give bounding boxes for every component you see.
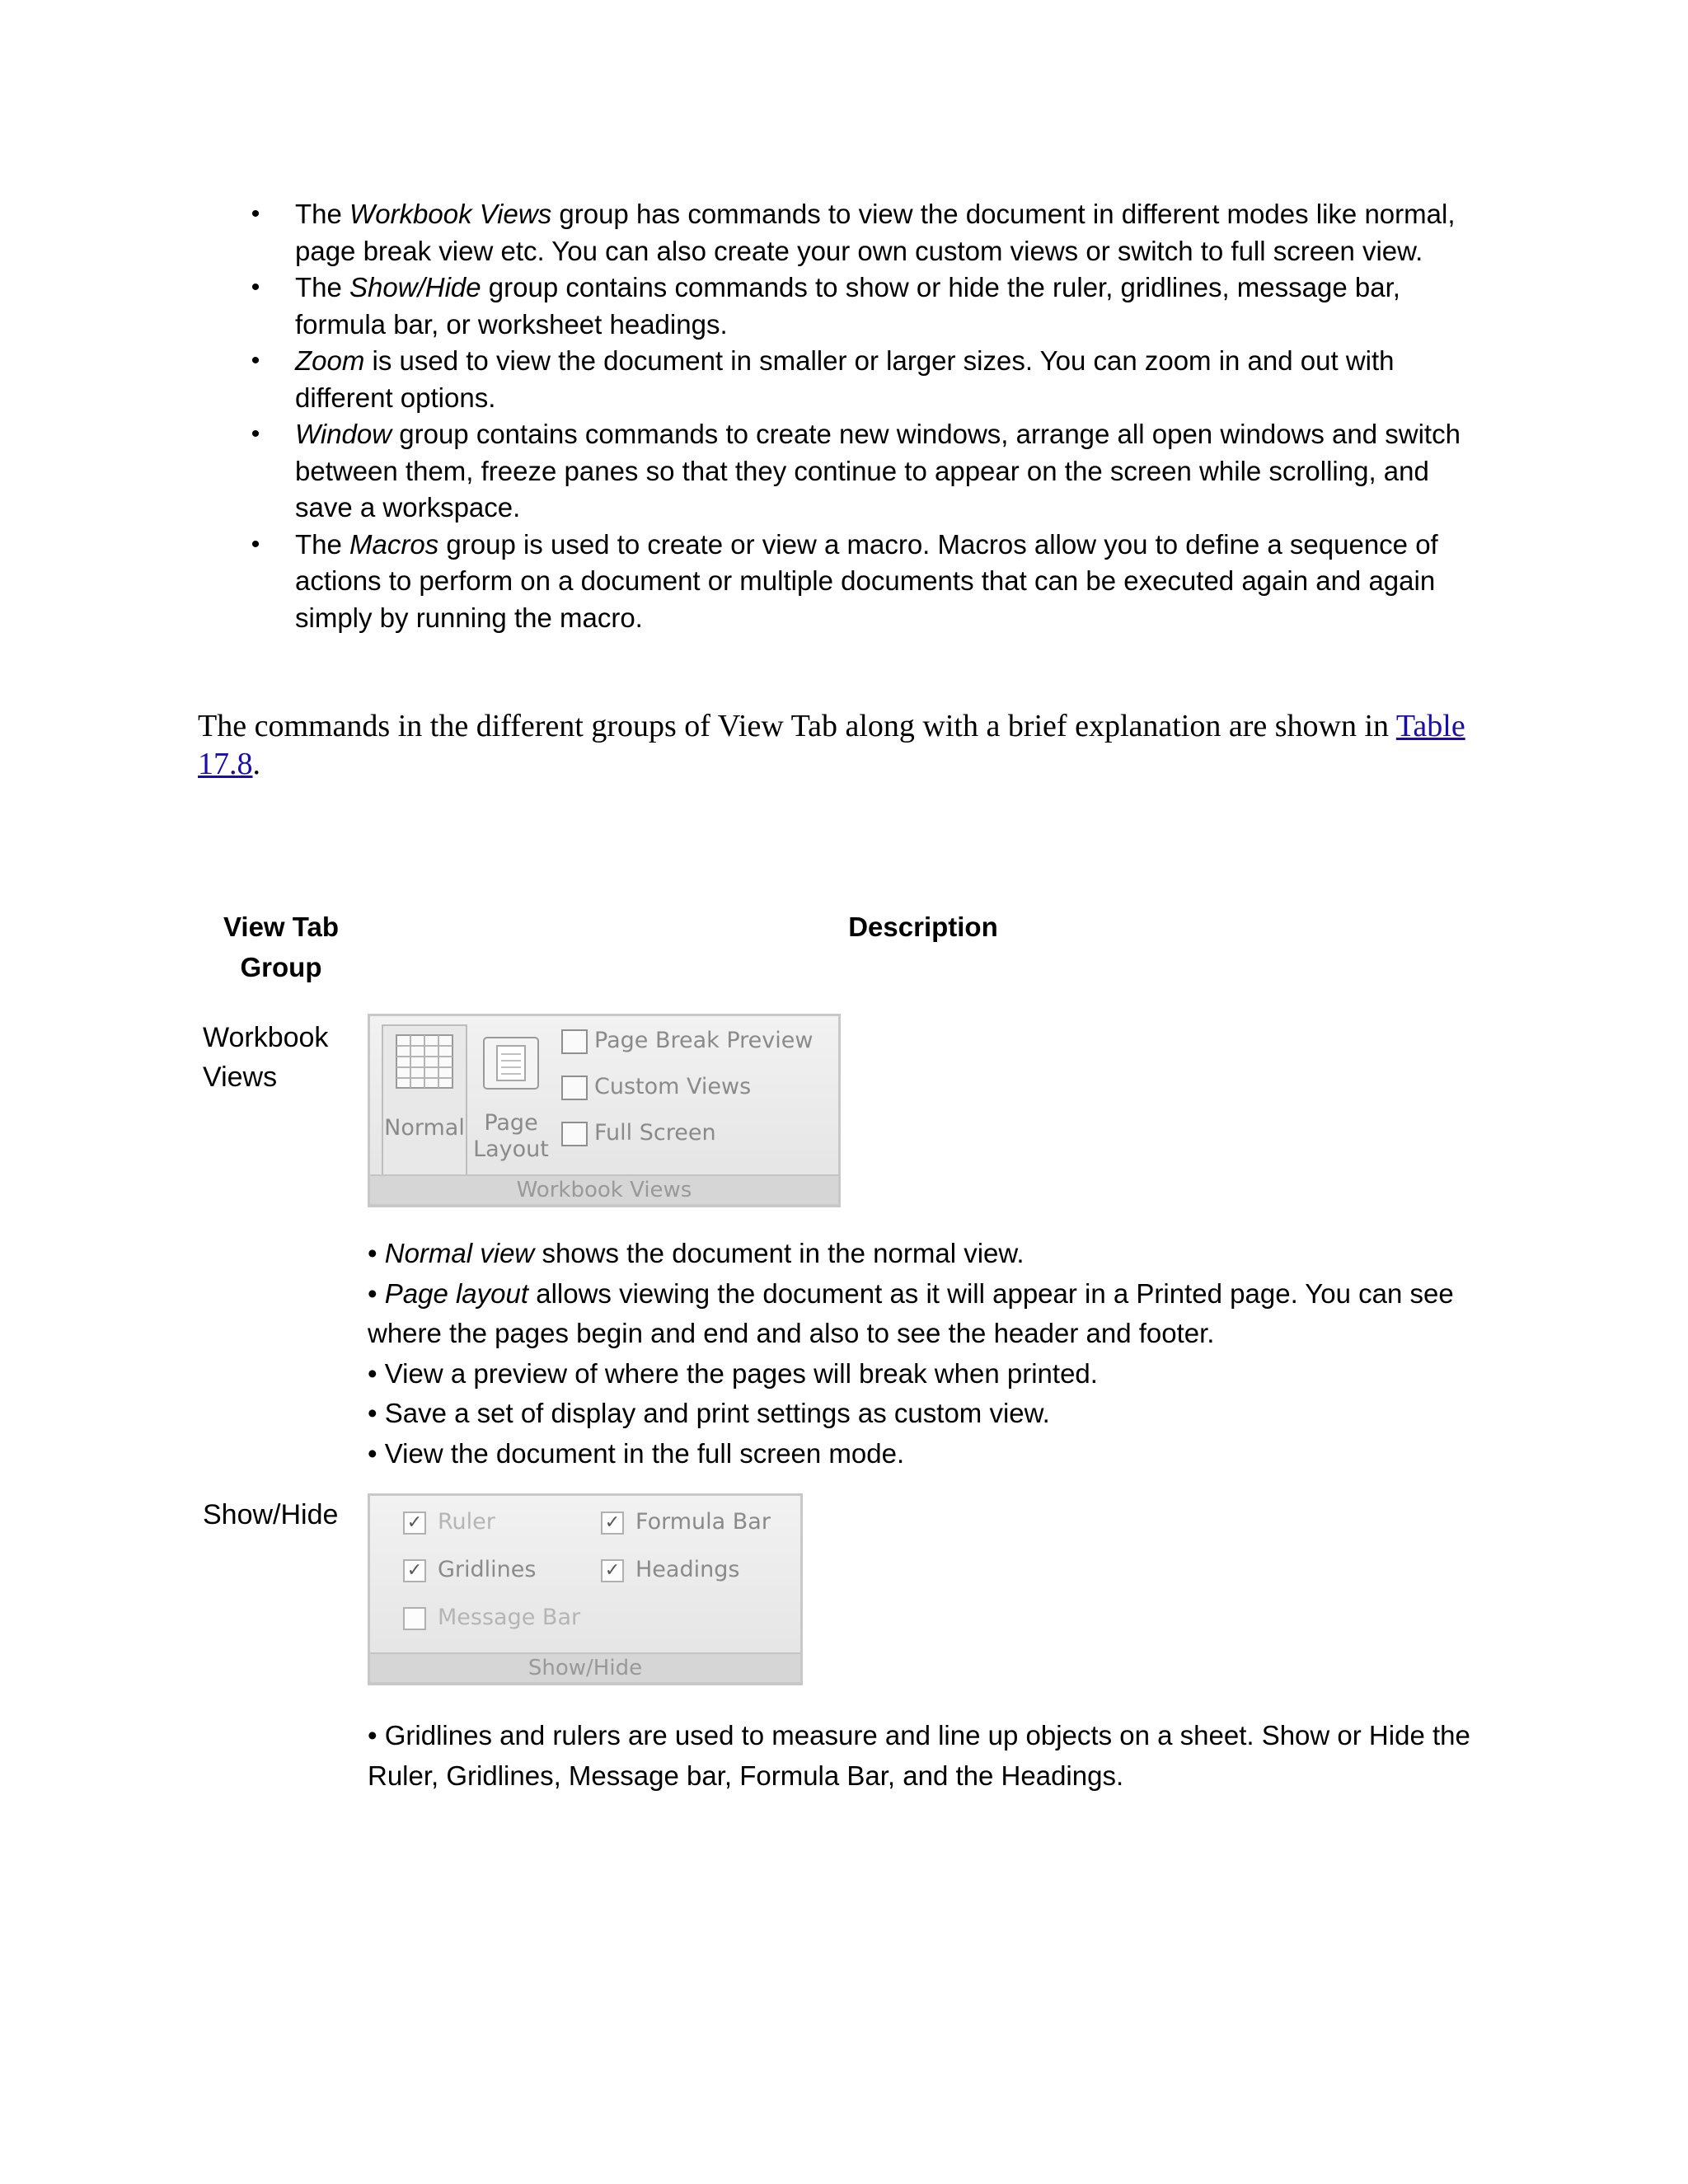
- page-break-preview-icon: [561, 1029, 588, 1054]
- row-group-show-hide: Show/Hide: [203, 1499, 339, 1530]
- bullet-icon: •: [251, 274, 260, 301]
- description-line: • Gridlines and rulers are used to measure and line up objects on a sheet. Show or Hide the Ruler, Gridlines, Message bar, Formula Bar, and the Headings.: [368, 1720, 1470, 1791]
- list-item: • The Macros group is used to create or view a macro. Macros allow you to define a sequence of actions to perform on a document or multiple documents that can be executed again and again simply by running the macro.: [247, 527, 1484, 637]
- bullet-icon: •: [251, 347, 260, 374]
- normal-view-icon: [396, 1034, 453, 1089]
- description-line: • View the document in the full screen mode.: [368, 1437, 905, 1469]
- message-bar-checkbox: [403, 1607, 426, 1630]
- page-layout-label: Page Layout: [473, 1110, 549, 1162]
- page-layout-button: [474, 1024, 548, 1173]
- custom-views-icon: [561, 1076, 588, 1100]
- table-link[interactable]: Table 17.8: [198, 709, 1465, 781]
- description-line: • Save a set of display and print settings as custom view.: [368, 1398, 1050, 1428]
- row-group-workbook-views: Workbook Views: [203, 1022, 329, 1093]
- description-line: • View a preview of where the pages will break when printed.: [368, 1357, 1098, 1389]
- formula-bar-checkbox-item: ✓ Formula Bar: [601, 1509, 771, 1535]
- page-break-preview-item: Page Break Preview: [561, 1028, 813, 1054]
- ribbon-group-footer: Show/Hide: [370, 1652, 800, 1682]
- show-hide-description: [368, 1716, 1505, 1796]
- full-screen-icon: [561, 1122, 588, 1146]
- list-item: • The Show/Hide group contains commands to show or hide the ruler, gridlines, message bar, formula bar, or worksheet headings.: [247, 269, 1484, 343]
- workbook-views-ribbon-image: [368, 1014, 841, 1207]
- custom-views-item: Custom Views: [561, 1074, 751, 1100]
- ruler-checkbox-item: ✓ Ruler: [403, 1509, 495, 1535]
- full-screen-item: Full Screen: [561, 1120, 716, 1146]
- list-item: • The Workbook Views group has commands to view the document in different modes like normal, page break view etc. You can also create your own custom views or switch to full screen view.: [247, 196, 1484, 269]
- gridlines-checkbox: ✓: [403, 1559, 426, 1582]
- message-bar-checkbox-item: Message Bar: [403, 1605, 580, 1631]
- description-line: • Page layout allows viewing the document as it will appear in a Printed page. You can see where the pages begin and end and also to see the header and footer.: [368, 1277, 1454, 1348]
- page-layout-icon: [482, 1036, 540, 1090]
- bullet-icon: •: [251, 420, 260, 448]
- headings-checkbox-item: ✓ Headings: [601, 1557, 739, 1583]
- header-description: Description: [848, 912, 998, 942]
- list-item: • Zoom is used to view the document in smaller or larger sizes. You can zoom in and out with different options.: [247, 343, 1484, 416]
- description-line: • Normal view shows the document in the normal view.: [368, 1238, 1025, 1268]
- bullet-list: [247, 196, 1484, 636]
- normal-label: Normal: [384, 1115, 465, 1141]
- workbook-views-description: [368, 1234, 1505, 1474]
- normal-view-button: [382, 1024, 467, 1176]
- bullet-icon: •: [251, 200, 260, 227]
- ruler-checkbox: ✓: [403, 1511, 426, 1535]
- ribbon-group-footer: Workbook Views: [370, 1174, 838, 1204]
- show-hide-ribbon-image: [368, 1493, 803, 1685]
- gridlines-checkbox-item: ✓ Gridlines: [403, 1557, 536, 1583]
- intro-paragraph: The commands in the different groups of View Tab along with a brief explanation are shown in Table 17.8.: [198, 709, 1465, 781]
- formula-bar-checkbox: ✓: [601, 1511, 624, 1535]
- header-view-tab-group: View Tab Group: [223, 912, 339, 982]
- list-item: • Window group contains commands to create new windows, arrange all open windows and switch between them, freeze panes so that they continue to appear on the screen while scrolling, and save a workspace.: [247, 416, 1484, 527]
- headings-checkbox: ✓: [601, 1559, 624, 1582]
- bullet-icon: •: [251, 530, 260, 558]
